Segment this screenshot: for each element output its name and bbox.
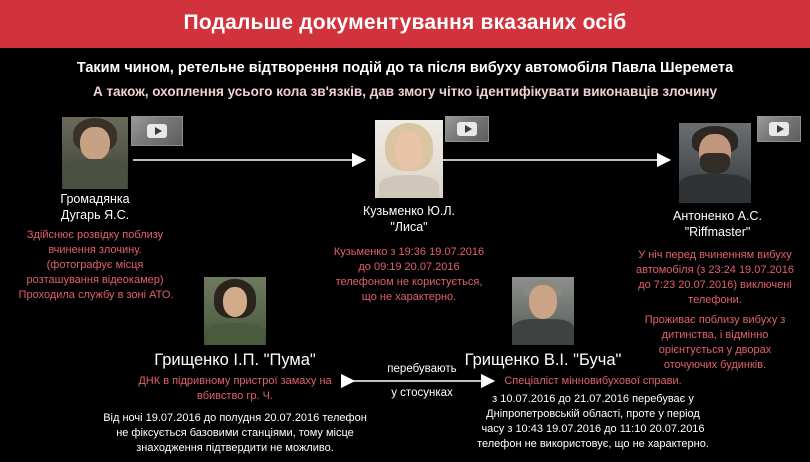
note-kuzmenko-line3: телефоном не користується, (335, 276, 483, 288)
body-shape (379, 175, 439, 198)
label-dugar-line1: Громадянка (60, 192, 130, 206)
body-shape (63, 159, 126, 189)
portrait-graphic (512, 277, 574, 345)
note-kuzmenko-line1: Кузьменко з 19:36 19.07.2016 (333, 246, 485, 258)
note-bucha-line5: телефон не використовує, що не характерно. (477, 438, 709, 450)
photo-dugar (62, 117, 128, 189)
note-dugar-line4: розташування відеокамер) (26, 274, 164, 286)
note-antonenko-line5: Проживає поблизу вибуху з (644, 314, 786, 326)
body-shape (679, 174, 751, 203)
face-shape (529, 285, 558, 319)
portrait-graphic (204, 277, 266, 345)
note-kuzmenko-line4: що не характерно. (361, 291, 457, 303)
photo-gryshchenko-bucha (512, 277, 574, 345)
note-kuzmenko-line2: до 09:19 20.07.2016 (358, 261, 460, 273)
note-dugar-line1: Здійснює розвідку поблизу (26, 229, 164, 241)
note-antonenko-line6: дитинства, і відмінно (661, 329, 769, 341)
note-puma-line3: Від ночі 19.07.2016 до полудня 20.07.2016 телефон (103, 412, 367, 424)
play-icon[interactable] (769, 122, 789, 136)
note-dugar-line3: (фотографує місця (46, 259, 144, 271)
video-thumb-kuzmenko[interactable] (445, 116, 489, 142)
subtitle-secondary: А також, охоплення усього кола зв'язків, дав змогу чітко ідентифікувати виконавців злочину (92, 84, 718, 99)
note-bucha-line3: Дніпропетровській області, проте у період (486, 408, 700, 420)
note-antonenko-line1: У ніч перед вчиненням вибуху (638, 249, 792, 261)
note-bucha-line1: Спеціаліст мінновибухової справи. (504, 375, 682, 387)
body-shape (206, 323, 263, 345)
video-thumb-dugar[interactable] (131, 116, 183, 146)
play-icon[interactable] (457, 122, 477, 136)
photo-gryshchenko-puma (204, 277, 266, 345)
note-puma-line5: знаходження підтвердити не можливо. (136, 442, 334, 454)
video-thumb-antonenko[interactable] (757, 116, 801, 142)
photo-antonenko (679, 123, 751, 203)
portrait-graphic (375, 120, 443, 198)
note-bucha-line2: з 10.07.2016 до 21.07.2016 перебуває у (492, 393, 694, 405)
note-puma-line2: вбивство гр. Ч. (197, 390, 273, 402)
note-bucha-line4: часу з 10:43 19.07.2016 до 11:10 20.07.2016 (481, 423, 705, 435)
note-puma-line1: ДНК в підривному пристрої замаху на (138, 375, 332, 387)
subtitle-primary: Таким чином, ретельне відтворення подій до та після вибуху автомобіля Павла Шеремета (76, 60, 734, 76)
label-gryshchenko-bucha: Грищенко В.І. "Буча" (464, 351, 622, 369)
note-antonenko-line4: телефони. (688, 294, 742, 306)
label-kuzmenko-line2: "Лиса" (390, 220, 428, 234)
note-antonenko-line3: до 7:23 20.07.2016) виключені (638, 279, 792, 291)
face-shape (80, 127, 109, 160)
note-puma-line4: не фіксується базовими станціями, тому місце (116, 427, 354, 439)
label-dugar-line2: Дугарь Я.С. (60, 208, 130, 222)
label-antonenko-line2: "Riffmaster" (684, 225, 751, 239)
portrait-graphic (62, 117, 128, 189)
label-kuzmenko-line1: Кузьменко Ю.Л. (362, 204, 456, 218)
label-antonenko-line1: Антоненко А.С. (673, 209, 762, 223)
face-shape (395, 132, 422, 169)
photo-kuzmenko (375, 120, 443, 198)
note-dugar-line5: Проходила службу в зоні АТО. (18, 289, 174, 301)
relationship-label-line1: перебувають (387, 363, 457, 375)
relationship-label-line2: у стосунках (391, 387, 453, 399)
note-antonenko-line2: автомобіля (з 23:24 19.07.2016 (635, 264, 794, 276)
note-antonenko-line8: оточуючих будинків. (663, 359, 767, 371)
note-antonenko-line7: орієнтується у дворах (658, 344, 772, 356)
beard-shape (700, 153, 730, 174)
portrait-graphic (679, 123, 751, 203)
play-icon[interactable] (147, 124, 167, 138)
note-dugar-line2: вчинення злочину. (48, 244, 142, 256)
label-gryshchenko-puma: Грищенко І.П. "Пума" (154, 351, 316, 369)
page-title: Подальше документування вказаних осіб (183, 11, 627, 34)
body-shape (512, 319, 574, 345)
